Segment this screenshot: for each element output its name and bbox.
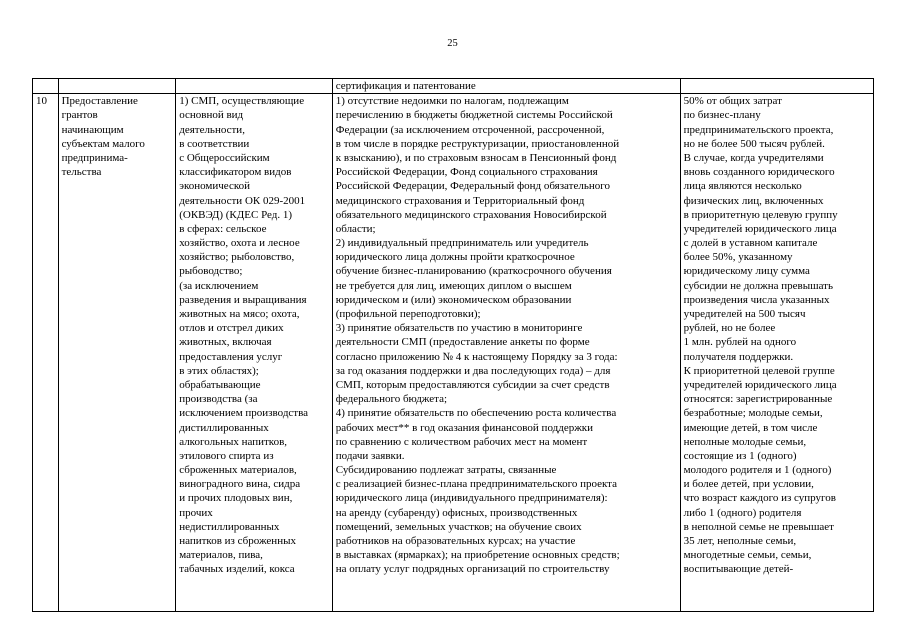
text-line: 1 млн. рублей на одного: [683, 336, 797, 349]
text-line: субъектам малого: [61, 137, 145, 150]
text-line: (за исключением: [179, 279, 259, 292]
text-line: виноградного вина, сидра: [179, 478, 301, 491]
text-line: к взысканию), и по страховым взносам в Пенсионный фонд: [335, 151, 617, 164]
text-line: исключением производства: [179, 407, 309, 420]
text-line: хозяйство, охота и лесное: [179, 237, 300, 250]
text-line: по бизнес-плану: [683, 109, 761, 122]
cell-support-name: [58, 79, 176, 94]
text-line: юридическом и (или) экономическом образовании: [335, 293, 572, 306]
text-line: предпринима-: [61, 151, 128, 164]
eligible-subjects: [176, 94, 333, 612]
text-line: 3) принятие обязательств по участию в мониторинге: [335, 322, 583, 335]
text-line: предоставления услуг: [179, 350, 283, 363]
text-line: рублей, но не более: [683, 322, 776, 335]
text-line: произведения числа указанных: [683, 293, 830, 306]
text-line: Федерации (за исключением отсроченной, рассроченной,: [335, 123, 605, 136]
text-line: в приоритетную целевую группу: [683, 208, 838, 221]
text-line: 2) индивидуальный предприниматель или учредитель: [335, 237, 589, 250]
text-line: воспитывающие детей-: [683, 563, 794, 576]
text-line: более 50%, указанному: [683, 251, 793, 264]
text-line: но не более 500 тысяч рублей.: [683, 137, 825, 150]
text-line: состоящие из 1 (одного): [683, 449, 797, 462]
text-line: помещений, земельных участков; на обучение своих: [335, 520, 582, 533]
text-line: перечислению в бюджеты бюджетной системы Российской: [335, 109, 613, 122]
text-line: материалов, пива,: [179, 549, 263, 562]
text-line: разведения и выращивания: [179, 293, 307, 306]
text-line: учредителей юридического лица: [683, 378, 837, 391]
text-line: и прочих плодовых вин,: [179, 492, 293, 505]
text-line: животных, включая: [179, 336, 272, 349]
text-line: имеющие детей, в том числе: [683, 421, 818, 434]
text-line: 1) СМП, осуществляющие: [179, 95, 305, 108]
cell-number: [33, 79, 59, 94]
text-line: этилового спирта из: [179, 449, 274, 462]
text-line: СМП, которым предоставляются субсидии за счет средств: [335, 378, 610, 391]
text-line: субсидии не должна превышать: [683, 279, 833, 292]
text-line: отлов и отстрел диких: [179, 322, 284, 335]
text-line: предпринимательского проекта,: [683, 123, 834, 136]
text-line: 4) принятие обязательств по обеспечению роста количества: [335, 407, 617, 420]
text-line: основной вид: [179, 109, 244, 122]
text-line: и более детей, при условии,: [683, 478, 814, 491]
text-line: В случае, когда учредителями: [683, 151, 824, 164]
text-line: подачи заявки.: [335, 449, 405, 462]
text-line: 50% от общих затрат: [683, 95, 782, 108]
text-line: по сравнению с количеством рабочих мест на момент: [335, 435, 588, 448]
text-line: Российской Федерации, Фонд социального страхования: [335, 166, 598, 179]
text-line: безработные; молодые семьи,: [683, 407, 823, 420]
text-line: прочих: [179, 506, 213, 519]
text-line: Субсидированию подлежат затраты, связанные: [335, 464, 557, 477]
text-line: в этих областях);: [179, 364, 259, 377]
text-line: в соответствии: [179, 137, 250, 150]
text-line: (ОКВЭД) (КДЕС Ред. 1): [179, 208, 293, 221]
text-line: обрабатывающие: [179, 378, 261, 391]
text-line: (профильной переподготовки);: [335, 308, 481, 321]
text-line: сброженных материалов,: [179, 464, 297, 477]
text-line: напитков из сброженных: [179, 535, 296, 548]
text-line: вновь созданного юридического: [683, 166, 835, 179]
table-row-continuation: [33, 79, 874, 94]
grants-table: [32, 78, 874, 612]
cell-amount: [680, 79, 873, 94]
text-line: неполные молодые семьи,: [683, 435, 807, 448]
text-line: животных на мясо; охота,: [179, 308, 300, 321]
text-line: грантов: [61, 109, 98, 122]
text-line: получателя поддержки.: [683, 350, 794, 363]
text-line: деятельности,: [179, 123, 245, 136]
text-line: классификатором видов: [179, 166, 292, 179]
text-line: обучение бизнес-планированию (краткосрочного обучения: [335, 265, 612, 278]
text-line: юридическому лицу сумма: [683, 265, 810, 278]
text-line: в неполной семье не превышает: [683, 520, 834, 533]
text-line: дистиллированных: [179, 421, 269, 434]
row-number: 10: [33, 94, 59, 612]
text-line: рыбоводство;: [179, 265, 243, 278]
text-line: за год оказания поддержки и два последующих года) – для: [335, 364, 611, 377]
support-name: [58, 94, 176, 612]
text-line: хозяйство; рыболовство,: [179, 251, 295, 264]
text-line: с реализацией бизнес-плана предпринимательского проекта: [335, 478, 617, 491]
text-line: юридического лица (индивидуального предпринимателя):: [335, 492, 608, 505]
text-line: учредителей юридического лица: [683, 222, 837, 235]
text-line: в том числе в порядке реструктуризации, приостановленной: [335, 137, 620, 150]
text-line: экономической: [179, 180, 250, 193]
text-line: многодетные семьи, семьи,: [683, 549, 812, 562]
text-line: молодого родителя и 1 (одного): [683, 464, 832, 477]
cell-subjects: [176, 79, 333, 94]
text-line: с долей в уставном капитале: [683, 237, 818, 250]
text-line: деятельности СМП (предоставление анкеты по форме: [335, 336, 590, 349]
text-line: физических лиц, включенных: [683, 194, 824, 207]
text-line: федерального бюджета;: [335, 393, 448, 406]
text-line: работников на образовательных курсах; на участие: [335, 535, 576, 548]
text-line: учредителей на 500 тысяч: [683, 308, 806, 321]
text-line: К приоритетной целевой группе: [683, 364, 835, 377]
text-line: что возраст каждого из супругов: [683, 492, 836, 505]
text-line: либо 1 (одного) родителя: [683, 506, 802, 519]
text-line: производства (за: [179, 393, 258, 406]
text-line: с Общероссийским: [179, 151, 270, 164]
text-line: согласно приложению № 4 к настоящему Порядку за 3 года:: [335, 350, 618, 363]
text-line: в сферах: сельское: [179, 222, 267, 235]
text-line: относятся: зарегистрированные: [683, 393, 833, 406]
cell-conditions: сертификация и патентование: [332, 79, 680, 94]
text-line: Предоставление: [61, 95, 138, 108]
support-conditions: [332, 94, 680, 612]
text-line: недистиллированных: [179, 520, 280, 533]
text-line: табачных изделий, кокса: [179, 563, 295, 576]
text-line: начинающим: [61, 123, 124, 136]
text-line: на оплату услуг подрядных организаций по строительству: [335, 563, 610, 576]
text-line: 1) отсутствие недоимки по налогам, подлежащим: [335, 95, 569, 108]
table-row: [33, 94, 874, 612]
text-line: рабочих мест** в год оказания финансовой поддержки: [335, 421, 594, 434]
text-line: юридического лица должны пройти краткосрочное: [335, 251, 575, 264]
text-line: 35 лет, неполные семьи,: [683, 535, 797, 548]
text-line: не требуется для лиц, имеющих диплом о высшем: [335, 279, 572, 292]
text-line: лица являются несколько: [683, 180, 802, 193]
text-line: на аренду (субаренду) офисных, производственных: [335, 506, 578, 519]
text-line: в выставках (ярмарках); на приобретение основных средств;: [335, 549, 620, 562]
page-number: 25: [447, 38, 458, 49]
text-line: тельства: [61, 166, 102, 179]
text-line: деятельности ОК 029-2001: [179, 194, 306, 207]
text-line: Российской Федерации, Федеральный фонд обязательного: [335, 180, 610, 193]
support-amount: [680, 94, 873, 612]
text-line: алкогольных напитков,: [179, 435, 288, 448]
text-line: обязательного медицинского страхования Новосибирской: [335, 208, 607, 221]
text-line: медицинского страхования и Территориальный фонд: [335, 194, 585, 207]
text-line: области;: [335, 222, 376, 235]
